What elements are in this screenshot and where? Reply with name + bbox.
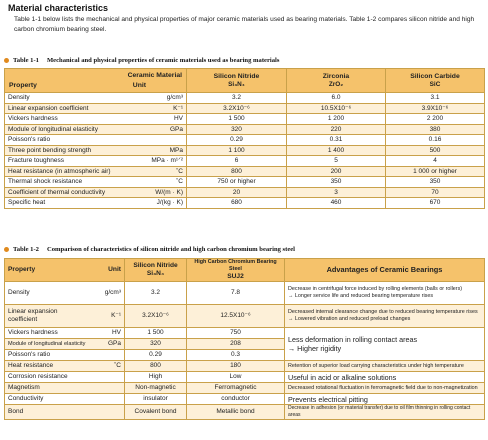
t2-unit: [87, 350, 125, 361]
property-cell: Density: [5, 93, 133, 104]
t2-prop: Corrosion resistance: [5, 372, 125, 383]
table-row: [5, 135, 485, 146]
bullet-icon: [4, 247, 9, 252]
unit-cell: K⁻¹: [133, 103, 187, 114]
t2-steel-value: 7.8: [187, 282, 285, 305]
t2-advantage: Useful in acid or alkaline solutions: [285, 372, 485, 383]
t2-header-unit: Unit: [87, 259, 125, 282]
t2-unit: ˚C: [87, 361, 125, 372]
silicon-nitride-value: 3.2X10⁻⁶: [187, 103, 287, 114]
t2-prop: Bond: [5, 405, 125, 420]
unit-cell: MPa: [133, 145, 187, 156]
t2-sn-value: 1 500: [125, 328, 187, 339]
silicon-nitride-value: 1 100: [187, 145, 287, 156]
t2-steel-value: conductor: [187, 394, 285, 405]
table-row: [5, 103, 485, 114]
silicon-carbide-value: 350: [386, 177, 485, 188]
t2-advantage: Decreased rotational fluctuation in ferromagnetic field due to non-magnetization: [285, 383, 485, 394]
header-silicon-nitride: Silicon Nitride Si₃N₄: [187, 69, 287, 93]
unit-cell: ˚C: [133, 166, 187, 177]
t2-advantage-rigidity: Less deformation in rolling contact areas → Higher rigidity: [285, 328, 485, 361]
t2-advantage: Decrease in adhesion (or material transfer) due to oil film thinning in rolling contact areas: [285, 405, 485, 420]
unit-cell: GPa: [133, 124, 187, 135]
property-cell: Coefficient of thermal conductivity: [5, 187, 133, 198]
t2-sn-value: 3.2X10⁻⁶: [125, 305, 187, 328]
t2-sn-value: 0.29: [125, 350, 187, 361]
table2-number: Table 1-2: [13, 246, 39, 253]
unit-cell: [133, 135, 187, 146]
header-silicon-carbide: Silicon Carbide SiC: [386, 69, 485, 93]
property-cell: Heat resistance (in atmospheric air): [5, 166, 133, 177]
t2-prop: Vickers hardness: [5, 328, 87, 339]
zirconia-value: 350: [287, 177, 386, 188]
t2-header-property: Property: [5, 259, 87, 282]
t2-advantage: Decreased internal clearance change due to reduced bearing temperature rises → Lowered vibration and reduced preload changes: [285, 305, 485, 328]
table2-caption: [4, 246, 295, 253]
t2-advantage: Prevents electrical pitting: [285, 394, 485, 405]
t2-sn-value: insulator: [125, 394, 187, 405]
table-row: [5, 156, 485, 167]
t2-prop: Poisson's ratio: [5, 350, 87, 361]
property-cell: Module of longitudinal elasticity: [5, 124, 133, 135]
t2-prop: Density: [5, 282, 87, 305]
silicon-carbide-value: 500: [386, 145, 485, 156]
t2-advantage: Decrease in centrifugal force induced by rolling elements (balls or rollers) → Longer service life and reduced bearing temperature rises: [285, 282, 485, 305]
header-zirconia: Zirconia ZrO₂: [287, 69, 386, 93]
zirconia-value: 10.5X10⁻⁶: [287, 103, 386, 114]
t2-prop: Heat resistance: [5, 361, 87, 372]
silicon-carbide-value: 1 000 or higher: [386, 166, 485, 177]
t2-unit: GPa: [87, 339, 125, 350]
t2-header-steel: High Carbon Chromium Bearing Steel SUJ2: [187, 259, 285, 282]
property-cell: Specific heat: [5, 198, 133, 209]
silicon-nitride-value: 800: [187, 166, 287, 177]
zirconia-value: 1 200: [287, 114, 386, 125]
t2-unit: HV: [87, 328, 125, 339]
unit-label: Unit: [132, 82, 146, 89]
silicon-nitride-value: 320: [187, 124, 287, 135]
t2-steel-value: 208: [187, 339, 285, 350]
t2-unit: K⁻¹: [87, 305, 125, 328]
table-row: [5, 145, 485, 156]
table-row: [5, 198, 485, 209]
bullet-icon: [4, 58, 9, 63]
table-row: [5, 124, 485, 135]
t2-advantage: Retention of superior load carrying characteristics under high temperature: [285, 361, 485, 372]
silicon-carbide-value: 70: [386, 187, 485, 198]
table-ceramic-properties: [4, 68, 485, 209]
silicon-carbide-value: 380: [386, 124, 485, 135]
zirconia-value: 5: [287, 156, 386, 167]
silicon-nitride-value: 6: [187, 156, 287, 167]
t2-steel-value: 750: [187, 328, 285, 339]
zirconia-value: 200: [287, 166, 386, 177]
page-title: Material characteristics: [8, 3, 109, 13]
silicon-nitride-value: 680: [187, 198, 287, 209]
t2-prop: Magnetism: [5, 383, 125, 394]
t2-sn-value: 3.2: [125, 282, 187, 305]
t2-steel-value: 12.5X10⁻⁶: [187, 305, 285, 328]
t2-sn-value: 800: [125, 361, 187, 372]
property-cell: Three point bending strength: [5, 145, 133, 156]
t2-steel-value: Metallic bond: [187, 405, 285, 420]
property-cell: Linear expansion coefficient: [5, 103, 133, 114]
table1-corner-header: [5, 69, 187, 93]
zirconia-value: 0.31: [287, 135, 386, 146]
table1-number: Table 1-1: [13, 57, 39, 64]
unit-cell: MPa · m¹ᐟ²: [133, 156, 187, 167]
t2-header-advantages: Advantages of Ceramic Bearings: [285, 259, 485, 282]
property-cell: Fracture toughness: [5, 156, 133, 167]
silicon-carbide-value: 3.1: [386, 93, 485, 104]
t2-prop: Module of longitudinal elasticity: [5, 339, 87, 350]
t2-steel-value: 0.3: [187, 350, 285, 361]
silicon-carbide-value: 4: [386, 156, 485, 167]
table-row: [5, 187, 485, 198]
silicon-nitride-value: 1 500: [187, 114, 287, 125]
table-row: [5, 166, 485, 177]
silicon-nitride-value: 3.2: [187, 93, 287, 104]
zirconia-value: 460: [287, 198, 386, 209]
property-cell: Vickers hardness: [5, 114, 133, 125]
unit-cell: ˚C: [133, 177, 187, 188]
silicon-carbide-value: 2 200: [386, 114, 485, 125]
silicon-carbide-value: 3.9X10⁻⁶: [386, 103, 485, 114]
property-cell: Thermal shock resistance: [5, 177, 133, 188]
zirconia-value: 6.0: [287, 93, 386, 104]
silicon-nitride-value: 750 or higher: [187, 177, 287, 188]
t2-steel-value: Low: [187, 372, 285, 383]
silicon-carbide-value: 670: [386, 198, 485, 209]
table-row: [5, 114, 485, 125]
table-row: [5, 177, 485, 188]
t2-header-silicon-nitride: Silicon Nitride Si₃N₄: [125, 259, 187, 282]
t2-sn-value: 320: [125, 339, 187, 350]
table-row: [5, 93, 485, 104]
zirconia-value: 3: [287, 187, 386, 198]
t2-sn-value: High: [125, 372, 187, 383]
ceramic-material-label: Ceramic Material: [127, 72, 182, 79]
table-sn-vs-steel: [4, 258, 485, 420]
t2-unit: g/cm³: [87, 282, 125, 305]
t2-sn-value: Non-magnetic: [125, 383, 187, 394]
silicon-carbide-value: 0.16: [386, 135, 485, 146]
unit-cell: HV: [133, 114, 187, 125]
unit-cell: g/cm³: [133, 93, 187, 104]
silicon-nitride-value: 20: [187, 187, 287, 198]
table1-title: Mechanical and physical properties of ceramic materials used as bearing materials: [46, 57, 280, 64]
t2-prop: Conductivity: [5, 394, 125, 405]
t2-steel-value: 180: [187, 361, 285, 372]
zirconia-value: 220: [287, 124, 386, 135]
unit-cell: W/(m · K): [133, 187, 187, 198]
t2-prop: Linear expansion coefficient: [5, 305, 87, 328]
property-cell: Poisson's ratio: [5, 135, 133, 146]
t2-sn-value: Covalent bond: [125, 405, 187, 420]
silicon-nitride-value: 0.29: [187, 135, 287, 146]
zirconia-value: 1 400: [287, 145, 386, 156]
table1-caption: [4, 57, 279, 64]
property-label: Property: [9, 82, 37, 89]
t2-steel-value: Ferromagnetic: [187, 383, 285, 394]
intro-paragraph: Table 1-1 below lists the mechanical and physical properties of major ceramic materials used as bearing materials. Table 1-2 compares silicon nitride and high carbon chromium bearing steel.: [14, 16, 475, 33]
unit-cell: J/(kg · K): [133, 198, 187, 209]
table2-title: Comparison of characteristics of silicon nitride and high carbon chromium bearing steel: [46, 246, 296, 253]
